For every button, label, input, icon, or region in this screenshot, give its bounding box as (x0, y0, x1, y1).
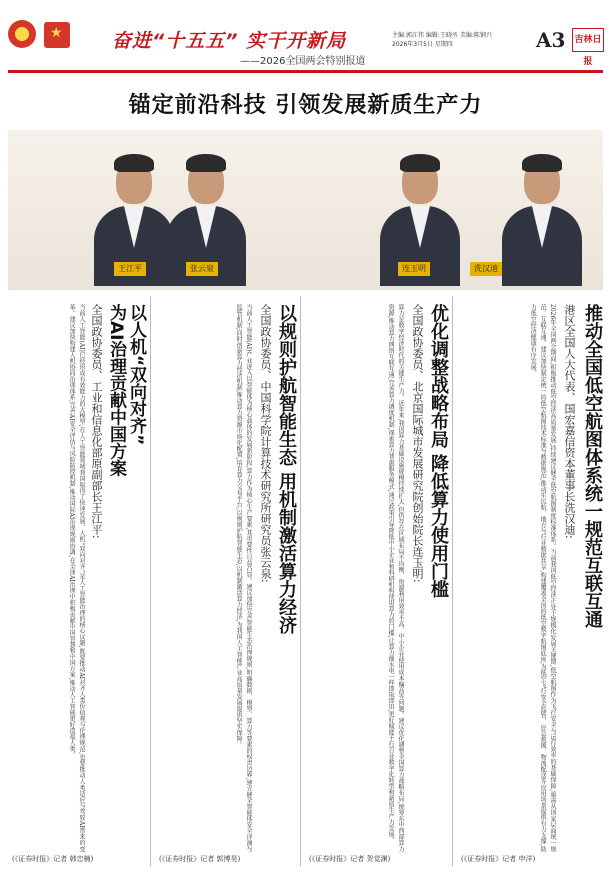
page-headline: 锚定前沿科技 引领发展新质生产力 (128, 93, 483, 118)
article-byline: (《证券时报》记者 贺觉渊) (309, 855, 391, 863)
name-tag-xian: 洗汉迪 (470, 262, 502, 276)
article-byline: (《证券时报》记者 郭博昊) (159, 855, 241, 863)
article-xian (455, 296, 605, 868)
article-body: 2026年全国两会期间,积极推动低空经济高质量发展,持续建议健全低空航图制度标准体系。当前我国低空经济正处于规模化发展关键期,低空航图作为飞行安全与运行效率的基础保障,亟需从国家层面统一规范、互联互通。建议加快制定统一的低空航图技术标准与数据规范,推动军民航、地方与行业数据共享,构建覆盖全国的低空数字航图底座,为低空飞行安全监管、应急救援、物流配送等应用场景提供有力支撑,助力低空经济健康有序发展。 (529, 304, 556, 852)
header-rule (8, 70, 603, 73)
article-body: 算力是数字经济时代的关键生产力。近年来,我国算力基础设施规模持续扩大,但仍存在区域布局不均衡、资源利用效率不高、中小企业使用成本偏高等问题。建议优化调整全国算力战略布局,统筹东中西部算力资源,推动算力网络互联互通,完善算力调度机制,探索算力普惠服务模式,通过政策引导降低中小企业和科研机构使用算力的门槛,让算力像水电一样即取即用,更好赋能千行百业数字化转型和新质生产力发展。 (387, 304, 404, 852)
page-number: A3 (536, 28, 566, 52)
special-report-label: ——2026全国两会特别报道 (240, 56, 366, 67)
column-divider (452, 296, 453, 866)
article-zhang (153, 296, 299, 868)
flag-icon (44, 22, 70, 48)
article-title: 以人机“双向对齐” (126, 304, 146, 446)
article-lian (303, 296, 451, 868)
newspaper-logo: 吉林日报 (572, 28, 604, 52)
column-divider (150, 296, 151, 866)
article-title-line2: 为AI治理贡献中国方案 (106, 304, 126, 477)
article-subtitle: 全国政协委员、工业和信息化部原副部长王江平: (90, 304, 103, 539)
article-byline: (《证券时报》记者 申洋) (461, 855, 536, 863)
article-subtitle: 全国政协委员、北京国际城市发展研究院创始院长连玉明: (411, 304, 424, 583)
editors-line: 主编:郭江伟 编辑:王晓丞 美编:陈钢兴 2026年3月5日 星期四 (392, 32, 492, 48)
name-tag-lian: 连玉明 (398, 262, 430, 276)
article-subtitle: 全国政协委员、中国科学院计算技术研究所研究员张云泉: (259, 304, 272, 583)
article-title: 推动全国低空航图体系统一规范互联互通 (582, 304, 603, 628)
article-title: 以规则护航智能生态 用机制激活算力经济 (276, 304, 297, 635)
page-header (0, 0, 611, 70)
article-body: 当前人工智能(AI)已经形成有效能力的大模型,在人工智能领域我国取得了快速发展。人机“双向对齐”是人工智能治理的核心议题,既要推动AI对齐人类价值观与伦理规范,也要推动人类适应与驾驭AI带来的变革。建议加快构建人机协同治理体系,完善AI安全评估与风险防控机制,推动国际AI治理规则协调,在全球AI治理中积极贡献中国智慧和中国方案,推动人工智能更好造福人类。 (68, 304, 85, 852)
article-subtitle: 港区全国人大代表、国宏嘉信资本董事长洗汉迪: (563, 304, 576, 539)
name-tag-wang: 王江平 (114, 262, 146, 276)
article-wang (8, 296, 148, 868)
article-body: 当前人工智能(AI)产业进入以智能体为核心载体的发展新阶段,算力作为核心生产要素,其重要性日益凸显。建议加快完善智能生态治理规则,明确数据、模型、算力等要素的权责边界,建立健全智能体安全评测与监管机制;同时创新算力经济机制,推动算力资源市场化配置,培育算力交易平台,以规则护航智能生态,以机制激活算力经济,为我国人工智能产业高质量发展提供坚实保障。 (235, 304, 252, 852)
portrait-xian (498, 140, 584, 286)
header-slogan: 奋进“十五五” 实干开新局 (112, 30, 347, 52)
article-title: 优化调整战略布局 降低算力使用门槛 (428, 304, 449, 599)
column-divider (300, 296, 301, 866)
cppcc-emblem-icon (8, 20, 36, 48)
name-tag-zhang: 张云泉 (186, 262, 218, 276)
article-byline: (《证券时报》记者 韩忠楠) (12, 855, 94, 863)
